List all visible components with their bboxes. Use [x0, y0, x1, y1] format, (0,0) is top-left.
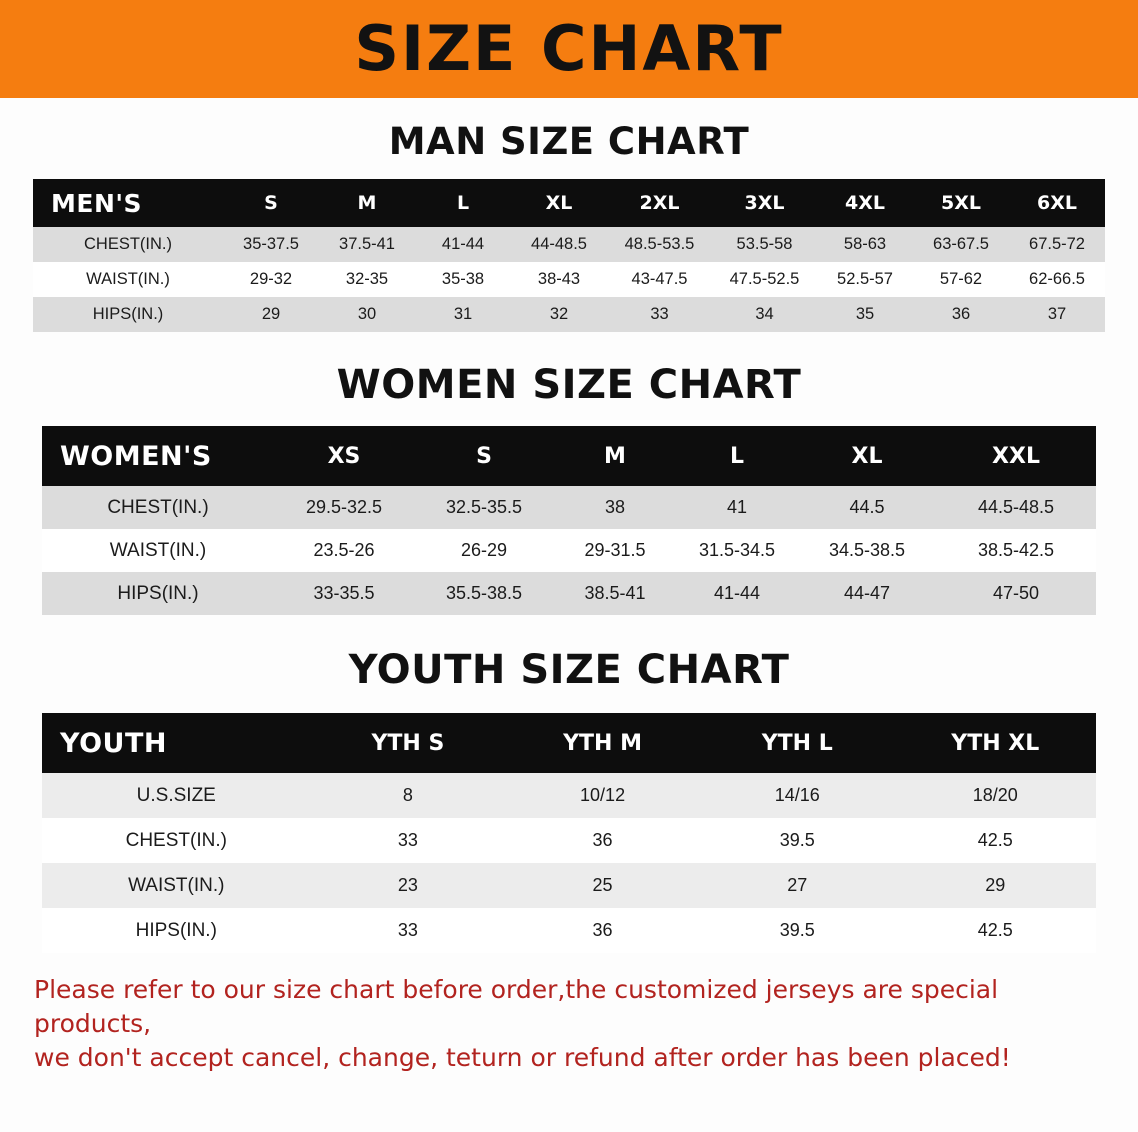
women-table-header-row — [42, 426, 1096, 486]
women-cell: 38 — [604, 497, 626, 517]
youth-cell: 36 — [592, 830, 613, 850]
youth-cell: 39.5 — [779, 830, 815, 850]
youth-cell: 18/20 — [972, 785, 1018, 805]
table-row — [42, 818, 1096, 863]
youth-row-label: U.S.SIZE — [136, 784, 216, 806]
man-cell: 30 — [357, 305, 377, 323]
man-cell: 34 — [755, 305, 774, 323]
youth-header-cell: YTH XL — [951, 730, 1040, 756]
man-header-cell: 2XL — [639, 192, 680, 214]
man-cell: 62-66.5 — [1029, 270, 1085, 288]
man-cell: 37.5-41 — [339, 235, 395, 253]
youth-cell: 39.5 — [779, 920, 815, 940]
header-banner — [0, 0, 1138, 98]
man-cell: 41-44 — [441, 235, 485, 253]
women-header-cell: XS — [327, 443, 361, 469]
youth-cell: 33 — [397, 830, 418, 850]
women-cell: 31.5-34.5 — [698, 540, 776, 560]
women-header-cell: XXL — [992, 443, 1040, 469]
table-row — [42, 773, 1096, 818]
page-title: SIZE CHART — [354, 12, 784, 85]
table-row — [42, 486, 1096, 529]
table-row — [42, 863, 1096, 908]
man-cell: 32-35 — [345, 270, 389, 288]
women-cell: 47-50 — [992, 583, 1040, 603]
man-cell: 32 — [549, 305, 569, 323]
youth-row-label: WAIST(IN.) — [128, 874, 225, 896]
man-header-cell: 5XL — [941, 192, 981, 214]
man-cell: 36 — [951, 305, 971, 323]
women-cell: 44.5 — [849, 497, 885, 517]
women-cell: 29-31.5 — [584, 540, 646, 560]
man-cell: 37 — [1047, 305, 1067, 323]
youth-size-table — [42, 713, 1096, 953]
man-header-cell: XL — [545, 192, 573, 214]
man-header-cell: S — [264, 192, 278, 214]
youth-cell: 27 — [787, 875, 808, 895]
man-header-cell: 4XL — [845, 192, 885, 214]
policy-note — [34, 973, 1104, 1074]
youth-cell: 29 — [985, 875, 1006, 895]
man-cell: 47.5-52.5 — [729, 270, 800, 288]
table-row — [33, 227, 1105, 262]
man-table-header-row — [33, 179, 1105, 227]
man-cell: 57-62 — [939, 270, 983, 288]
man-cell: 29 — [261, 305, 281, 323]
youth-cell: 23 — [397, 875, 418, 895]
man-cell: 38-43 — [537, 270, 581, 288]
man-cell: 43-47.5 — [631, 270, 688, 288]
man-row-label: CHEST(IN.) — [84, 235, 172, 253]
women-cell: 38.5-41 — [584, 583, 646, 603]
policy-note-line-1: Please refer to our size chart before order,the customized jerseys are special products, — [34, 975, 999, 1038]
man-cell: 52.5-57 — [837, 270, 893, 288]
man-cell: 48.5-53.5 — [624, 235, 695, 253]
women-header-cell: WOMEN'S — [60, 440, 212, 472]
youth-cell: 42.5 — [977, 920, 1013, 940]
women-cell: 32.5-35.5 — [445, 497, 523, 517]
man-cell: 35 — [855, 305, 875, 323]
youth-table-header-row — [42, 713, 1096, 773]
women-header-cell: L — [729, 443, 745, 469]
man-size-table — [33, 179, 1105, 332]
policy-note-line-2: we don't accept cancel, change, teturn or refund after order has been placed! — [34, 1042, 1011, 1072]
women-cell: 29.5-32.5 — [305, 497, 383, 517]
women-cell: 23.5-26 — [313, 540, 375, 560]
women-row-label: WAIST(IN.) — [109, 539, 207, 561]
table-row — [42, 908, 1096, 953]
man-row-label: WAIST(IN.) — [86, 270, 170, 288]
women-cell: 41 — [726, 497, 748, 517]
man-cell: 44-48.5 — [531, 235, 587, 253]
youth-cell: 42.5 — [977, 830, 1013, 850]
man-cell: 33 — [650, 305, 669, 323]
youth-cell: 33 — [397, 920, 418, 940]
man-cell: 29-32 — [249, 270, 293, 288]
women-row-label: CHEST(IN.) — [107, 496, 209, 518]
man-header-cell: 6XL — [1037, 192, 1077, 214]
women-cell: 44-47 — [843, 583, 891, 603]
youth-cell: 8 — [402, 785, 413, 805]
man-cell: 58-63 — [843, 235, 887, 253]
youth-row-label: HIPS(IN.) — [135, 919, 217, 941]
women-cell: 26-29 — [460, 540, 508, 560]
youth-row-label: CHEST(IN.) — [125, 829, 227, 851]
women-cell: 38.5-42.5 — [977, 540, 1055, 560]
women-row-label: HIPS(IN.) — [117, 582, 199, 604]
women-header-cell: XL — [851, 443, 883, 469]
table-row — [33, 262, 1105, 297]
women-header-cell: M — [604, 443, 626, 469]
man-cell: 31 — [453, 305, 473, 323]
women-size-table — [42, 426, 1096, 615]
man-section-title: MAN SIZE CHART — [388, 120, 750, 163]
man-row-label: HIPS(IN.) — [92, 305, 164, 323]
table-row — [42, 572, 1096, 615]
table-row — [42, 529, 1096, 572]
youth-header-cell: YTH M — [563, 730, 643, 756]
women-section-title: WOMEN SIZE CHART — [336, 362, 802, 408]
youth-section-title: YOUTH SIZE CHART — [348, 647, 790, 693]
man-header-cell: MEN'S — [51, 188, 143, 218]
youth-cell: 14/16 — [774, 785, 820, 805]
man-cell: 53.5-58 — [736, 235, 793, 253]
man-cell: 35-37.5 — [243, 235, 299, 253]
women-header-cell: S — [476, 443, 492, 469]
youth-cell: 36 — [592, 920, 613, 940]
women-cell: 33-35.5 — [313, 583, 375, 603]
man-header-cell: M — [357, 192, 377, 214]
table-row — [33, 297, 1105, 332]
man-header-cell: L — [456, 192, 470, 214]
man-header-cell: 3XL — [744, 192, 785, 214]
youth-header-cell: YTH S — [371, 730, 445, 756]
youth-cell: 10/12 — [580, 785, 626, 805]
youth-header-cell: YOUTH — [60, 727, 167, 759]
women-cell: 44.5-48.5 — [977, 497, 1055, 517]
women-cell: 34.5-38.5 — [828, 540, 906, 560]
man-cell: 67.5-72 — [1029, 235, 1085, 253]
man-cell: 35-38 — [441, 270, 485, 288]
women-cell: 35.5-38.5 — [445, 583, 523, 603]
youth-header-cell: YTH L — [761, 730, 833, 756]
women-cell: 41-44 — [713, 583, 761, 603]
man-cell: 63-67.5 — [933, 235, 989, 253]
youth-cell: 25 — [592, 875, 613, 895]
